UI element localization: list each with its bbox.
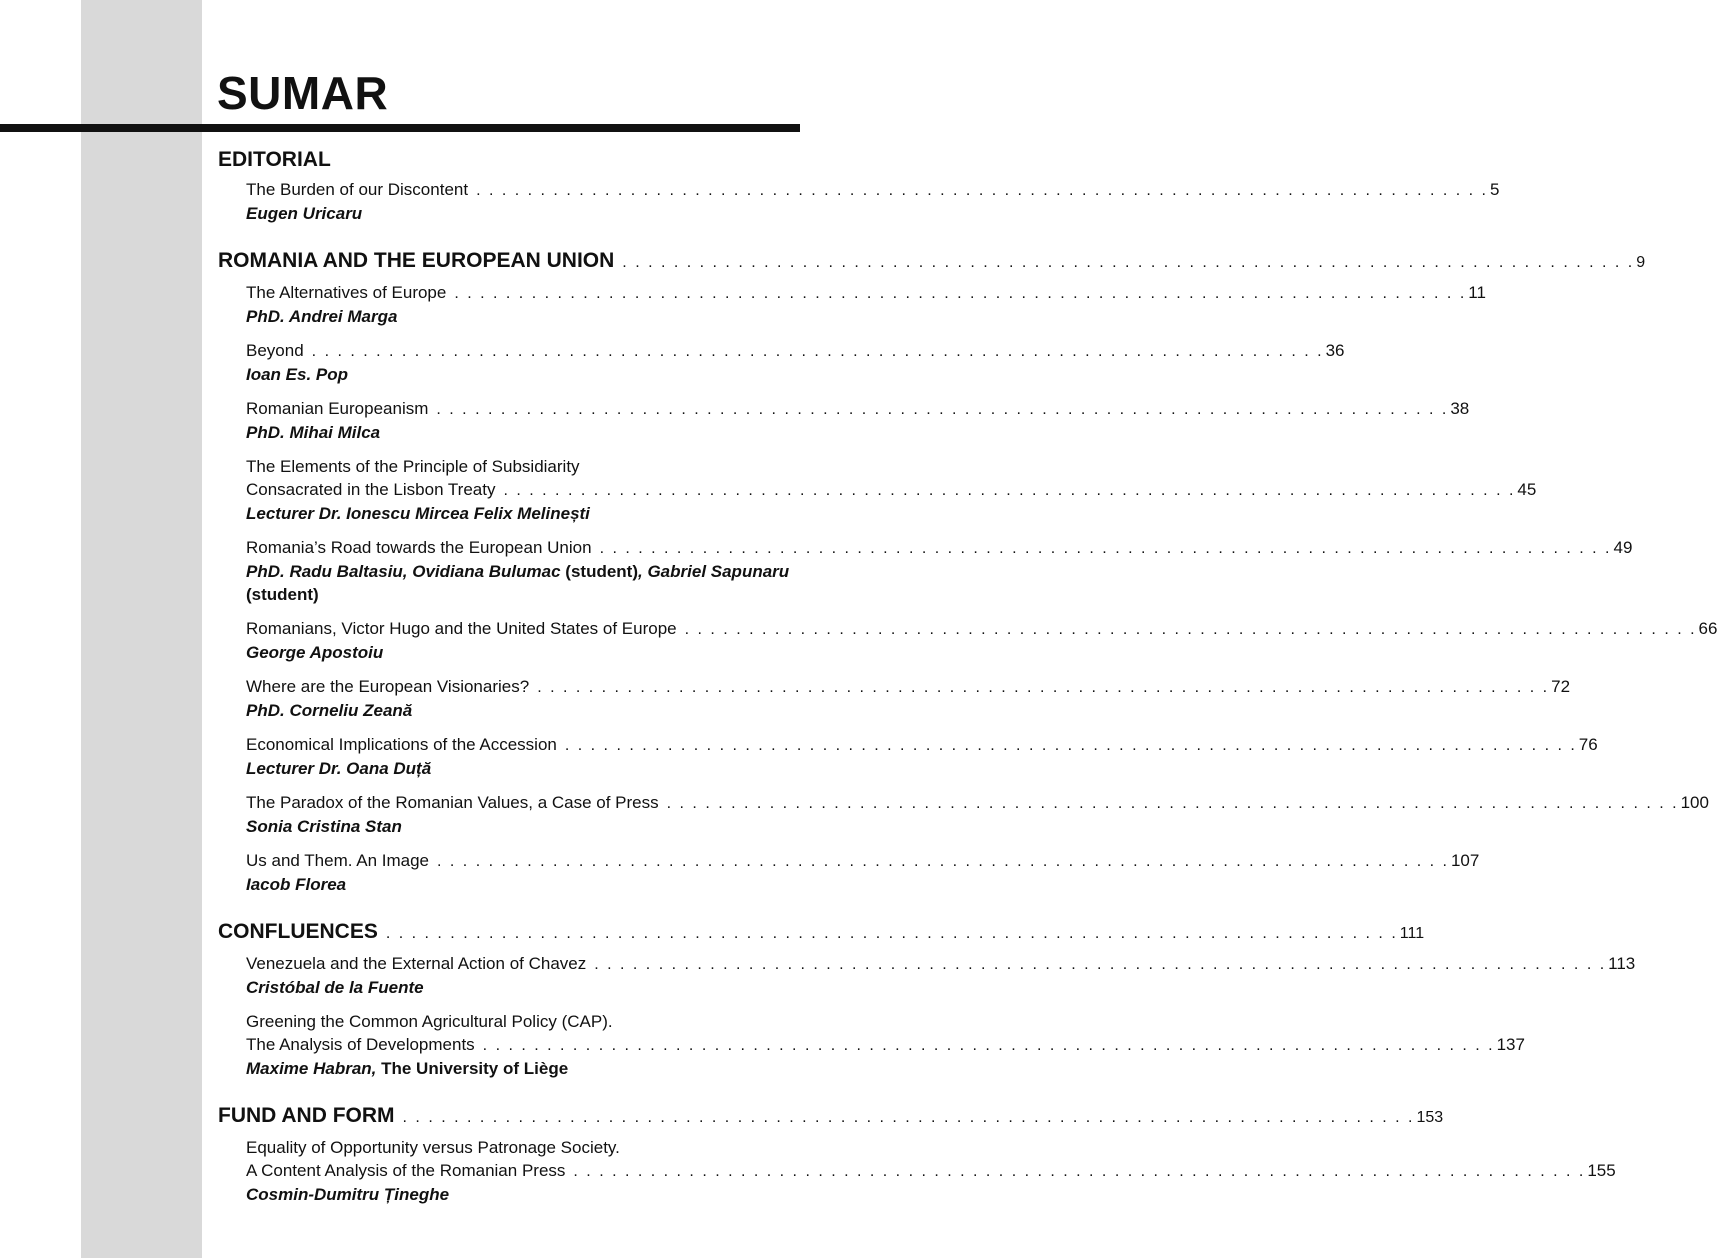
author-part: The University of Liège <box>376 1059 569 1078</box>
entry-title-row <box>246 178 1500 202</box>
entry-page-number: 11 <box>1468 283 1486 302</box>
toc-section <box>218 146 1500 225</box>
entry-author: PhD. Mihai Milca <box>246 423 381 442</box>
entry-title-row <box>246 675 1571 699</box>
entry-author: PhD. Andrei Marga <box>246 307 398 326</box>
entry-author: George Apostoiu <box>246 643 384 662</box>
margin-band <box>81 0 202 1258</box>
section-page-number: 9 <box>1636 254 1646 271</box>
entry-title-row <box>246 733 1598 757</box>
dot-leader: . . . . . . . . . . . . . . . . . . . . . . . . . . . . . . . . . . . . . . . . . . . . . . . . . . . . . . . . . . . . . . . . . . . . . . . . . . . . . . . <box>564 737 1577 754</box>
title-rule <box>0 124 800 132</box>
entry-page-number: 155 <box>1587 1161 1616 1180</box>
entry-author: Eugen Uricaru <box>246 204 363 223</box>
entry-title-line: The Elements of the Principle of Subsidiarity <box>246 457 580 476</box>
entry-author: Cristóbal de la Fuente <box>246 978 424 997</box>
entry-title-row <box>246 849 1480 873</box>
entry-title: Beyond <box>246 341 304 360</box>
dot-leader: . . . . . . . . . . . . . . . . . . . . . . . . . . . . . . . . . . . . . . . . . . . . . . . . . . . . . . . . . . . . . . . . . . . . . . . . . . . . . . . <box>666 795 1679 812</box>
entry-title: Romanian Europeanism <box>246 399 429 418</box>
entry-title: The Paradox of the Romanian Values, a Case of Press <box>246 793 659 812</box>
entry-title-row <box>246 281 1486 305</box>
author-part: (student) <box>246 585 319 604</box>
dot-leader: . . . . . . . . . . . . . . . . . . . . . . . . . . . . . . . . . . . . . . . . . . . . . . . . . . . . . . . . . . . . . . . . . . . . . . . . . . . . . . . <box>503 482 1516 499</box>
toc-entry <box>246 455 1537 525</box>
entry-page-number: 113 <box>1608 954 1636 973</box>
toc-entry <box>246 397 1470 444</box>
entry-author: Lecturer Dr. Ionescu Mircea Felix Melinești <box>246 504 590 523</box>
author-part: PhD. Radu Baltasiu, Ovidiana Bulumac <box>246 562 561 581</box>
entry-page-number: 72 <box>1551 677 1571 696</box>
entry-title-row <box>246 1159 1616 1183</box>
entry-title: The Alternatives of Europe <box>246 283 447 302</box>
entry-page-number: 107 <box>1450 851 1480 870</box>
toc-entry <box>246 1010 1525 1080</box>
section-page-number: 111 <box>1399 925 1425 942</box>
section-title: EDITORIAL <box>218 148 331 171</box>
entry-title: Consacrated in the Lisbon Treaty <box>246 480 496 499</box>
section-heading <box>218 1102 1444 1132</box>
entry-page-number: 100 <box>1680 793 1709 812</box>
dot-leader: . . . . . . . . . . . . . . . . . . . . . . . . . . . . . . . . . . . . . . . . . . . . . . . . . . . . . . . . . . . . . . . . . . . . . . . . . . . . . . . <box>311 343 1324 360</box>
dot-leader: . . . . . . . . . . . . . . . . . . . . . . . . . . . . . . . . . . . . . . . . . . . . . . . . . . . . . . . . . . . . . . . . . . . . . . . . . . . . . . . <box>594 956 1607 973</box>
entry-author: Cosmin-Dumitru Țineghe <box>246 1185 450 1204</box>
section-title: ROMANIA AND THE EUROPEAN UNION <box>218 249 615 272</box>
toc-entry <box>246 952 1636 999</box>
entry-page-number: 76 <box>1578 735 1598 754</box>
section-title: CONFLUENCES <box>218 920 378 943</box>
entry-page-number: 38 <box>1450 399 1470 418</box>
entry-title-row <box>246 1033 1525 1057</box>
entry-page-number: 5 <box>1490 180 1500 199</box>
toc-section <box>218 918 1636 1080</box>
section-heading <box>218 918 1425 948</box>
entry-title: Romanians, Victor Hugo and the United States of Europe <box>246 619 677 638</box>
dot-leader: . . . . . . . . . . . . . . . . . . . . . . . . . . . . . . . . . . . . . . . . . . . . . . . . . . . . . . . . . . . . . . . . . . . . . . . . . . . . . . . <box>402 1109 1415 1126</box>
author-part: , Gabriel Sapunaru <box>638 562 790 581</box>
entry-author: Iacob Florea <box>246 875 347 894</box>
entry-title-line: Equality of Opportunity versus Patronage Society. <box>246 1138 620 1157</box>
entry-author <box>246 1057 790 1080</box>
section-heading <box>218 247 1646 277</box>
toc-entry <box>246 617 1717 664</box>
dot-leader: . . . . . . . . . . . . . . . . . . . . . . . . . . . . . . . . . . . . . . . . . . . . . . . . . . . . . . . . . . . . . . . . . . . . . . . . . . . . . . . <box>454 285 1467 302</box>
section-title: FUND AND FORM <box>218 1104 395 1127</box>
author-part: (student) <box>560 562 639 581</box>
page-title: SUMAR <box>217 67 389 119</box>
toc-entry <box>246 339 1345 386</box>
entry-title-row <box>246 617 1717 641</box>
toc-entry <box>246 178 1500 225</box>
entry-title: Romania’s Road towards the European Union <box>246 538 592 557</box>
entry-title: Where are the European Visionaries? <box>246 677 530 696</box>
toc-entry <box>246 536 1633 606</box>
entry-title-row <box>246 478 1537 502</box>
entry-title: The Analysis of Developments <box>246 1035 475 1054</box>
entry-title: A Content Analysis of the Romanian Press <box>246 1161 566 1180</box>
toc-entry <box>246 733 1598 780</box>
dot-leader: . . . . . . . . . . . . . . . . . . . . . . . . . . . . . . . . . . . . . . . . . . . . . . . . . . . . . . . . . . . . . . . . . . . . . . . . . . . . . . . <box>437 853 1449 870</box>
section-page-number: 153 <box>1416 1109 1444 1126</box>
entry-page-number: 45 <box>1517 480 1537 499</box>
entry-page-number: 49 <box>1613 538 1633 557</box>
entry-title-row <box>246 536 1633 560</box>
dot-leader: . . . . . . . . . . . . . . . . . . . . . . . . . . . . . . . . . . . . . . . . . . . . . . . . . . . . . . . . . . . . . . . . . . . . . . . . . . . . . . . <box>436 401 1449 418</box>
dot-leader: . . . . . . . . . . . . . . . . . . . . . . . . . . . . . . . . . . . . . . . . . . . . . . . . . . . . . . . . . . . . . . . . . . . . . . . . . . . . . . . <box>684 621 1697 638</box>
entry-title-row <box>246 791 1709 815</box>
entry-title-row <box>246 339 1345 363</box>
dot-leader: . . . . . . . . . . . . . . . . . . . . . . . . . . . . . . . . . . . . . . . . . . . . . . . . . . . . . . . . . . . . . . . . . . . . . . . . . . . . . . . <box>622 254 1635 271</box>
entry-title: Us and Them. An Image <box>246 851 430 870</box>
dot-leader: . . . . . . . . . . . . . . . . . . . . . . . . . . . . . . . . . . . . . . . . . . . . . . . . . . . . . . . . . . . . . . . . . . . . . . . . . . . . . . . <box>537 679 1550 696</box>
toc-section <box>218 1102 1616 1206</box>
entry-title: Economical Implications of the Accession <box>246 735 557 754</box>
entry-author <box>246 560 790 606</box>
entry-title-row <box>246 397 1470 421</box>
dot-leader: . . . . . . . . . . . . . . . . . . . . . . . . . . . . . . . . . . . . . . . . . . . . . . . . . . . . . . . . . . . . . . . . . . . . . . . . . . . . . . . <box>385 925 1398 942</box>
entry-author: Sonia Cristina Stan <box>246 817 402 836</box>
entry-page-number: 36 <box>1325 341 1345 360</box>
dot-leader: . . . . . . . . . . . . . . . . . . . . . . . . . . . . . . . . . . . . . . . . . . . . . . . . . . . . . . . . . . . . . . . . . . . . . . . . . . . . . . . <box>476 182 1488 199</box>
dot-leader: . . . . . . . . . . . . . . . . . . . . . . . . . . . . . . . . . . . . . . . . . . . . . . . . . . . . . . . . . . . . . . . . . . . . . . . . . . . . . . . <box>599 540 1612 557</box>
entry-page-number: 137 <box>1496 1035 1525 1054</box>
dot-leader: . . . . . . . . . . . . . . . . . . . . . . . . . . . . . . . . . . . . . . . . . . . . . . . . . . . . . . . . . . . . . . . . . . . . . . . . . . . . . . . <box>573 1163 1586 1180</box>
toc-entry <box>246 791 1709 838</box>
entry-author: Ioan Es. Pop <box>246 365 349 384</box>
entry-page-number: 66 <box>1698 619 1717 638</box>
toc-entry <box>246 281 1486 328</box>
toc-entry <box>246 1136 1616 1206</box>
table-of-contents <box>218 146 1717 1217</box>
dot-leader: . . . . . . . . . . . . . . . . . . . . . . . . . . . . . . . . . . . . . . . . . . . . . . . . . . . . . . . . . . . . . . . . . . . . . . . . . . . . . . . <box>482 1037 1495 1054</box>
toc-entry <box>246 675 1571 722</box>
toc-section <box>218 247 1717 896</box>
entry-author: Lecturer Dr. Oana Duță <box>246 759 432 778</box>
entry-title: The Burden of our Discontent <box>246 180 469 199</box>
entry-author: PhD. Corneliu Zeană <box>246 701 413 720</box>
section-heading <box>218 146 790 174</box>
entry-title-line: Greening the Common Agricultural Policy (CAP). <box>246 1012 613 1031</box>
toc-entry <box>246 849 1480 896</box>
entry-title: Venezuela and the External Action of Chavez <box>246 954 587 973</box>
entry-title-row <box>246 952 1636 976</box>
author-part: Maxime Habran, <box>246 1059 377 1078</box>
